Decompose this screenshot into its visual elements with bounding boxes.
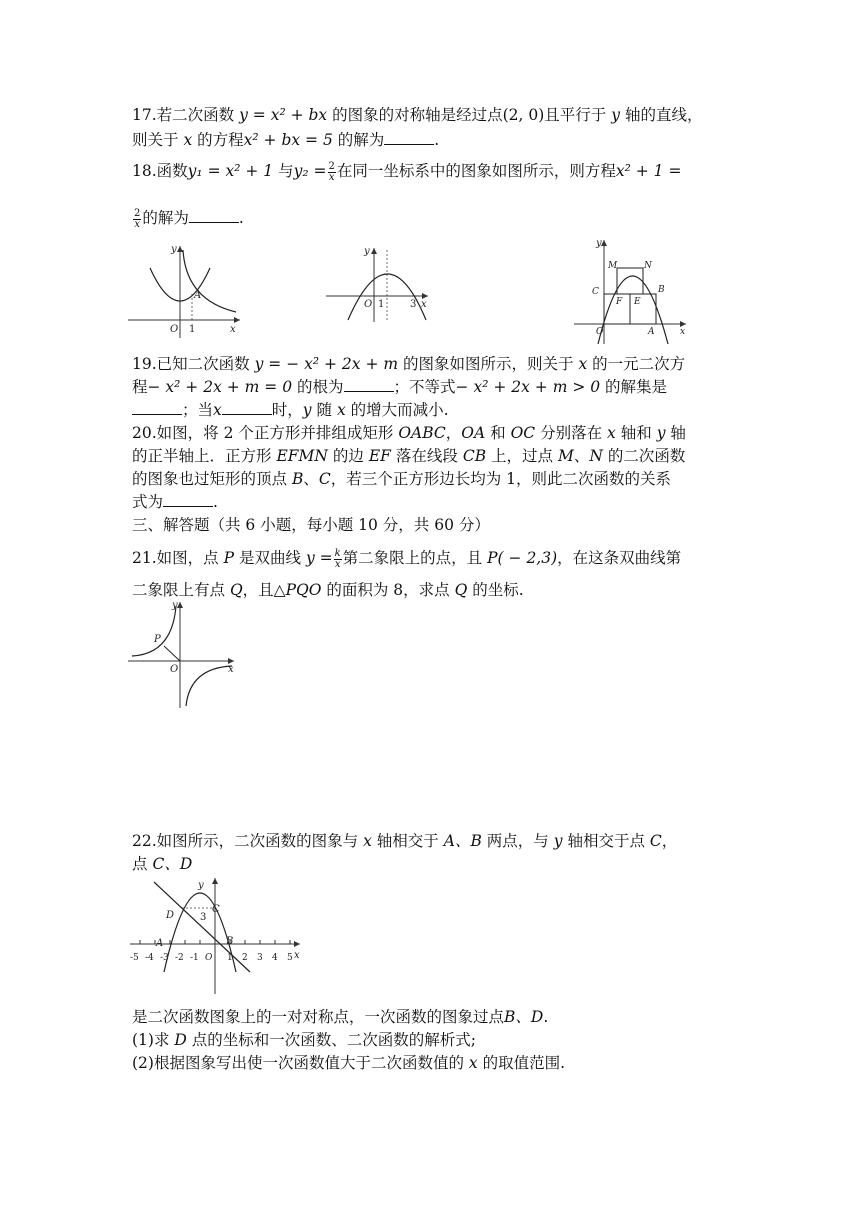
svg-text:N: N [644,261,652,271]
q18-line2: $\frac{2}{x}$ 的解为 . [134,207,244,230]
fraction: $\frac{2}{x}$ [134,207,141,230]
figure-q18-graph [128,242,248,342]
svg-text:-1: -1 [190,953,199,963]
svg-text:P: P [154,634,161,645]
figure-q21-hyperbola [128,598,240,710]
svg-text:1: 1 [227,953,233,963]
figure-q20-squares [574,236,694,346]
q17-number: 17. [132,106,157,124]
svg-text:C: C [212,904,220,915]
label-o: O [170,324,179,335]
q17-line1: 17.若二次函数 y = x² + bx 的图象的对称轴是经过点(2, 0)且平行于 y 轴的直线， [132,106,703,124]
q19-line3: ；当x 时，y 随 x 的增大而减小. [132,399,449,421]
svg-text:y: y [364,246,370,257]
q19-line2: 程− x² + 2x + m = 0 的根为 ；不等式− x² + 2x + m > 0 的解集是 [132,378,668,396]
svg-text:-3: -3 [160,953,169,963]
answer-blank [189,208,239,223]
q17-line2: 则关于 x 的方程x² + bx = 5 的解为 . [132,131,440,149]
svg-text:O: O [596,327,604,337]
answer-blank [344,377,394,392]
q20-line1: 20.如图，将 2 个正方形并排组成矩形 OABC，OA 和 OC 分别落在 x 轴和 y 轴 [132,424,686,442]
svg-text:2: 2 [242,953,248,963]
svg-text:A: A [648,327,655,337]
svg-text:M: M [608,261,618,271]
q22-line3: 是二次函数图象上的一对对称点，一次函数的图象过点B、D. [132,1008,549,1026]
q17-equation: y = x² + bx [239,106,328,124]
svg-text:1: 1 [378,299,385,310]
q22-part2: (2)根据图象写出使一次函数值大于二次函数值的 x 的取值范围. [132,1054,566,1072]
q22-line2: 点 C、D [132,855,193,873]
fraction: $\frac{2}{x}$ [328,160,335,183]
svg-text:-4: -4 [145,953,154,963]
label-a: A [194,290,202,301]
answer-blank [384,130,434,145]
q20-line3: 的图象也过矩形的顶点 B、C，若三个正方形边长均为 1，则此二次函数的关系 [132,470,672,488]
figure-q22-graph [126,872,306,996]
svg-text:-5: -5 [130,953,139,963]
svg-text:A: A [156,938,164,949]
svg-text:O: O [205,953,213,963]
svg-text:D: D [166,910,175,921]
q19-line1: 19.已知二次函数 y = − x² + 2x + m 的图象如图所示，则关于 x 的一元二次方 [132,355,686,373]
svg-text:x: x [294,950,300,961]
q21-line1: 21.如图，点 P 是双曲线 y = $\frac{k}{x}$ 第二象限上的点，且 P( − 2,3)，在这条双曲线第 [132,547,682,570]
q21-line2: 二象限上有点 Q，且△PQO 的面积为 8，求点 Q 的坐标. [132,581,524,599]
q18-line1: 18.函数y₁ = x² + 1 与y₂ = $\frac{2}{x}$ 在同一坐标系中的图象如图所示，则方程x² + 1 = [132,160,682,183]
svg-text:-2: -2 [175,953,184,963]
svg-text:5: 5 [287,953,293,963]
answer-blank [222,400,272,415]
svg-text:B: B [658,285,665,295]
svg-text:x: x [421,299,427,310]
answer-blank [132,400,182,415]
label-y: y [171,244,177,255]
svg-text:3: 3 [257,953,263,963]
svg-text:O: O [170,664,179,675]
answer-blank [163,492,213,507]
svg-text:C: C [592,287,599,297]
svg-text:x: x [228,664,234,675]
q20-line4: 式为 . [132,493,218,511]
svg-text:E: E [634,297,641,307]
svg-text:y: y [172,600,178,611]
svg-text:3: 3 [200,912,207,923]
svg-text:y: y [596,238,602,249]
svg-text:O: O [364,299,373,310]
q22-part1: (1)求 D 点的坐标和一次函数、二次函数的解析式; [132,1031,477,1049]
svg-text:F: F [616,297,623,307]
svg-text:4: 4 [272,953,278,963]
section-3-heading: 三、解答题（共 6 小题，每小题 10 分，共 60 分） [132,516,490,534]
label-1: 1 [189,324,196,335]
svg-text:x: x [680,327,686,337]
figure-q19-parabola [326,244,436,324]
label-x: x [230,324,236,335]
svg-text:3: 3 [410,299,417,310]
q20-line2: 的正半轴上．正方形 EFMN 的边 EF 落在线段 CB 上，过点 M、N 的二次函数 [132,447,686,465]
svg-text:y: y [198,880,204,891]
fraction: $\frac{k}{x}$ [334,547,341,570]
q22-line1: 22.如图所示，二次函数的图象与 x 轴相交于 A、B 两点，与 y 轴相交于点 C， [132,832,678,850]
svg-text:B: B [226,936,234,947]
